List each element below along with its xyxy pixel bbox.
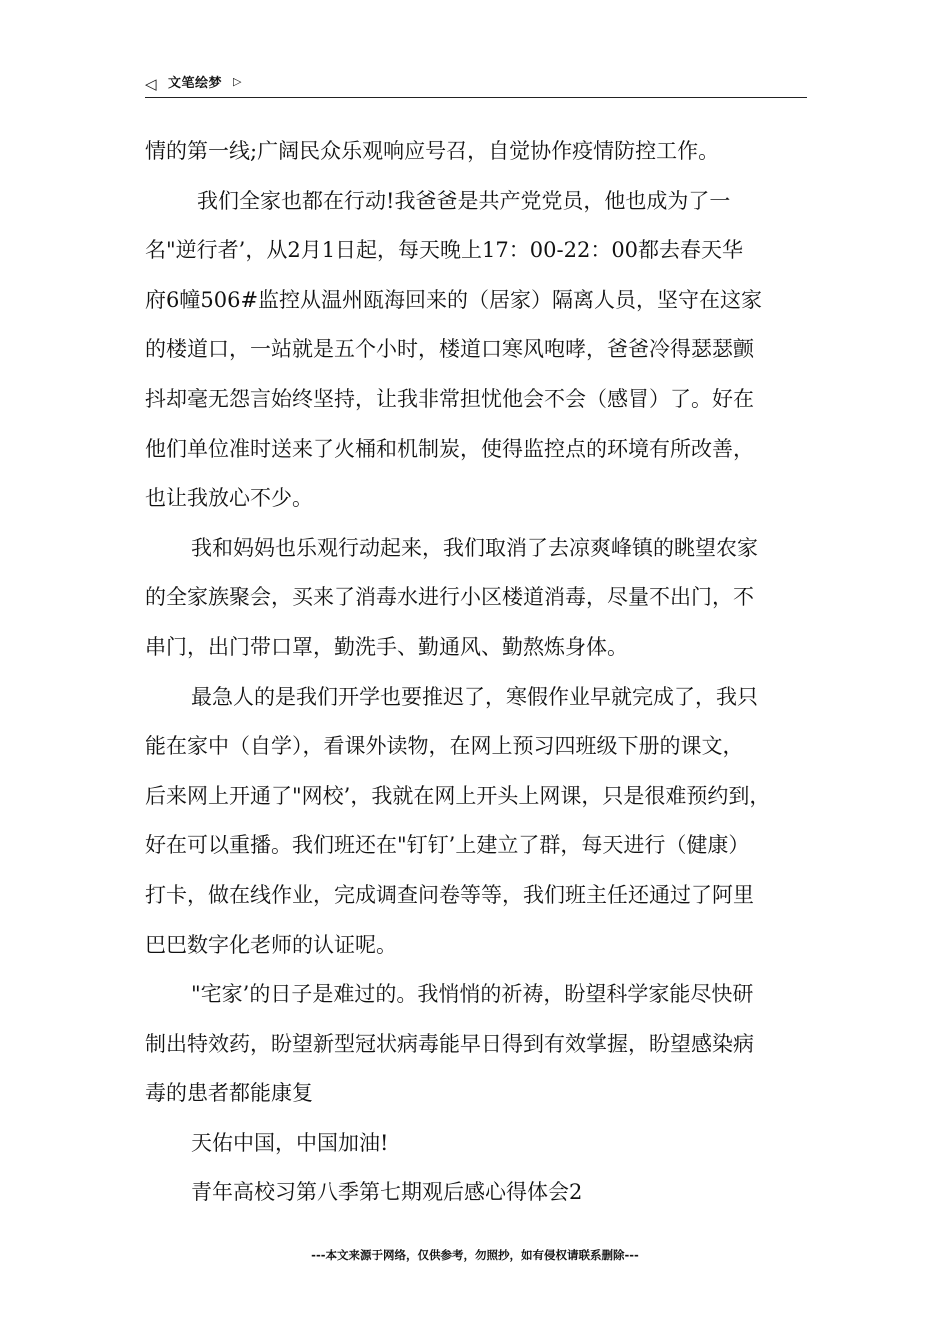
text-line: "宅家’的日子是难过的。我悄悄的祈祷，盼望科学家能尽快研 (191, 982, 754, 1007)
page-header (145, 72, 807, 98)
text-line: 他们单位准时送来了火桶和机制炭，使得监控点的环境有所改善， (145, 436, 754, 461)
text-line: 名"逆行者’，从2月1日起，每天晚上17：00-22：00都去春天华 (145, 238, 744, 263)
text-line: 的楼道口，一站就是五个小时，楼道口寒风咆哮，爸爸冷得瑟瑟颤 (145, 337, 754, 362)
text-line: 我和妈妈也乐观行动起来，我们取消了去凉爽峰镇的眺望农家 (191, 535, 758, 560)
text-line: 毒的患者都能康复 (145, 1081, 313, 1106)
text-line: 后来网上开通了"网校’，我就在网上开头上网课，只是很难预约到， (145, 783, 771, 808)
triangle-left-icon: ◁ (145, 75, 157, 93)
text-line: 最急人的是我们开学也要推迟了，寒假作业早就完成了，我只 (191, 684, 758, 709)
text-line: 也让我放心不少。 (145, 486, 313, 511)
text-line: 串门，出门带口罩，勤洗手、勤通风、勤熬炼身体。 (145, 634, 628, 659)
section-heading: 青年高校习第八季第七期观后感心得体会2 (191, 1180, 583, 1205)
text-line: 我们全家也都在行动!我爸爸是共产党党员，他也成为了一 (197, 188, 731, 213)
text-line: 好在可以重播。我们班还在"钉钉’上建立了群，每天进行（健康） (145, 833, 750, 858)
text-line: 巴巴数字化老师的认证呢。 (145, 932, 397, 957)
header-title: 文笔绘梦 (168, 76, 223, 91)
text-line: 打卡，做在线作业，完成调查问卷等等，我们班主任还通过了阿里 (145, 882, 754, 907)
text-line: 抖却毫无怨言始终坚持，让我非常担忧他会不会（感冒）了。好在 (145, 386, 754, 411)
header-divider (145, 97, 807, 98)
text-line: 情的第一线;广阔民众乐观响应号召，自觉协作疫情防控工作。 (145, 139, 720, 163)
text-line: 的全家族聚会，买来了消毒水进行小区楼道消毒，尽量不出门，不 (145, 585, 754, 610)
text-line: 天佑中国，中国加油! (191, 1130, 389, 1155)
footer-disclaimer: ---本文来源于网络，仅供参考，勿照抄，如有侵权请联系删除--- (311, 1248, 639, 1262)
text-line: 能在家中（自学），看课外读物，在网上预习四班级下册的课文， (145, 734, 744, 759)
document-body (145, 127, 825, 1218)
text-line: 府6幢506#监控从温州瓯海回来的（居家）隔离人员，坚守在这家 (145, 287, 763, 312)
text-line: 制出特效药，盼望新型冠状病毒能早日得到有效掌握，盼望感染病 (145, 1031, 754, 1056)
triangle-right-icon: ▷ (233, 75, 242, 88)
